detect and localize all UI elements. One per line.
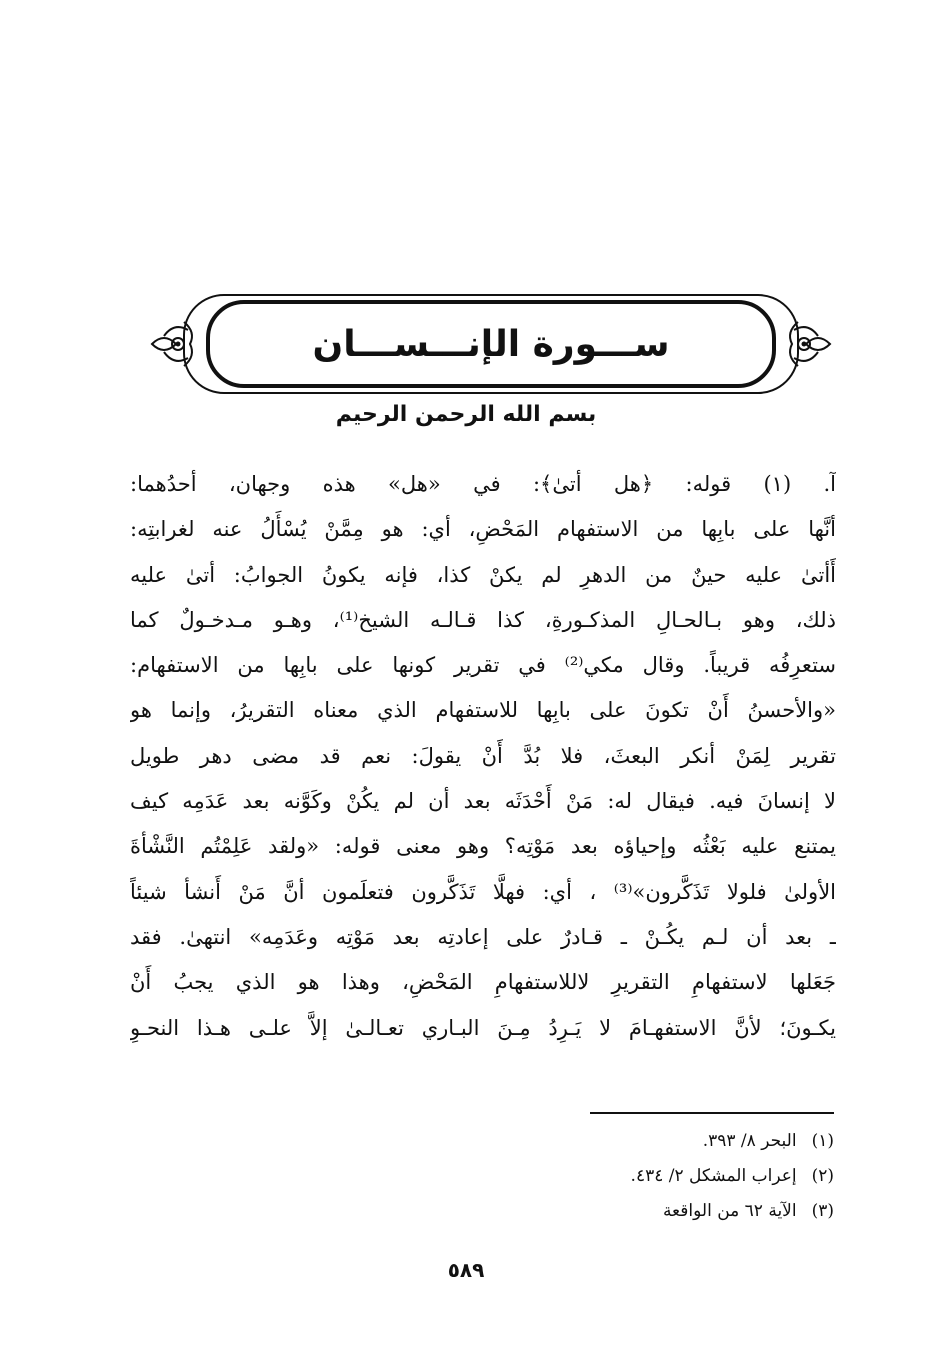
text-line: أَأتىٰ عليه حينٌ من الدهرِ لم يكنْ كذا، فإنه يكونُ الجوابُ: أتىٰ عليه	[130, 562, 836, 587]
text-line: ذلك، وهو بـالحـالِ المذكـورةِ، كذا قـالـه الشيخ⁽¹⁾، وهـو مـدخـولٌ كما	[130, 607, 836, 632]
footnote-item	[434, 1124, 834, 1159]
footnote-number: (٣)	[811, 1201, 834, 1221]
footnote-item	[434, 1194, 834, 1229]
footnote-number: (٢)	[811, 1166, 834, 1186]
text-line: ـ بعد أن لـم يكُـنْ ـ قـادرٌ على إعادتِه بعد مَوْتِه وعَدَمِه» انتهىٰ. فقد	[130, 924, 836, 949]
basmala: بسم الله الرحمن الرحيم	[335, 402, 597, 427]
surah-title-frame	[150, 292, 832, 396]
text-line: تقرير لِمَنْ أنكر البعثَ، فلا بُدَّ أَنْ يقولَ: نعم قد مضى دهر طويل	[130, 743, 836, 768]
text-line: «والأحسنُ أَنْ تكونَ على بابِها للاستفهام الذي معناه التقريرُ، وإنما هو	[130, 698, 836, 723]
text-line: يكـونَ؛ لأنَّ الاستفهـامَ لا يَـرِدُ مِـنَ البـاري تعـالـىٰ إلاَّ علـى هـذا النحـوِ	[130, 1015, 836, 1040]
text-line: أنَّها على بابِها من الاستفهام المَحْضِ، أي: هو مِمَّنْ يُسْأَلُ عنه لغرابتِه:	[130, 517, 836, 542]
footnote-item	[434, 1159, 834, 1194]
surah-title: ســـورة الإنـــســـان	[312, 323, 670, 365]
text-line: لا إنسانَ فيه. فيقال له: مَنْ أَحْدَثَه بعد أن لم يكُنْ وكَوَّنه بعد عَدَمِه كيف	[130, 789, 836, 814]
page-number: ٥٨٩	[447, 1258, 485, 1282]
text-line: ستعرِفُه قريباً. وقال مكي⁽²⁾ في تقرير كونها على بابِها من الاستفهام:	[130, 653, 836, 678]
text-line: يمتنع عليه بَعْثُه وإحياؤه بعد مَوْتِه؟ وهو معنى قوله: «ولقد عَلِمْتُم النَّشْأةَ	[130, 834, 836, 859]
footnotes	[434, 1124, 834, 1229]
footnote-number: (١)	[811, 1131, 834, 1151]
footnote-divider	[590, 1112, 834, 1114]
footnote-text: إعراب المشكل ٢/ ٤٣٤.	[630, 1166, 797, 1186]
footnote-text: البحر ٨/ ٣٩٣.	[702, 1131, 797, 1151]
main-text	[130, 462, 836, 1051]
footnote-text: الآية ٦٢ من الواقعة	[662, 1201, 797, 1221]
text-line: جَعَلها لاستفهامِ التقريرِ لاللاستفهامِ المَحْضِ، وهذا هو الذي يجبُ أَنْ	[130, 970, 836, 995]
text-line: آ. (١) قوله: ﴿هل أتىٰ﴾: في «هل» هذه وجهان، أحدُهما:	[130, 472, 836, 496]
text-line: الأولىٰ فلولا تَذَكَّرون»⁽³⁾ ، أي: فهلَّا تَذَكَّرون فتعلَمون أنَّ مَنْ أَنشأ شيئاً	[130, 879, 836, 904]
